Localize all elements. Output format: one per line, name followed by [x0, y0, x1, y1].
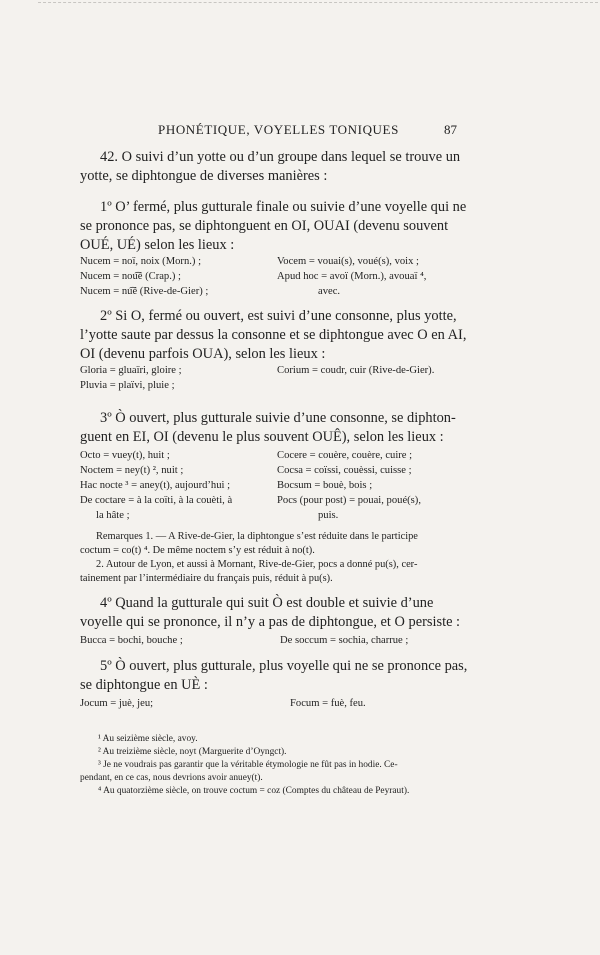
rule-1-line-2: se prononce pas, se diphtonguent en OI, OUAI (devenu souvent [80, 218, 449, 234]
remark-1-line-2: coctum = co(t) ⁴. De même noctem s’y est réduit à no(t). [80, 545, 315, 556]
example-right: Vocem = vouai(s), voué(s), voix ; [277, 256, 420, 267]
example-right: puis. [318, 510, 339, 521]
footnote-4: ⁴ Au quatorzième siècle, on trouve coctum = coz (Comptes du château de Peyraut). [98, 786, 410, 796]
running-header: PHONÉTIQUE, VOYELLES TONIQUES [158, 122, 399, 137]
example-left: Nucem = noï, noix (Morn.) ; [80, 256, 202, 267]
example-left: Pluvia = plaïvi, pluie ; [80, 380, 175, 391]
footnote-1: ¹ Au seizième siècle, avoy. [98, 734, 198, 744]
footnote-2: ² Au treizième siècle, noyt (Marguerite d’Oyngct). [98, 747, 287, 757]
example-right: Apud hoc = avoï (Morn.), avouaï ⁴, [277, 271, 427, 282]
example-right: Cocsa = coïssi, couèssi, cuisse ; [277, 465, 412, 476]
example-left: Hac nocte ³ = aney(t), aujourd’hui ; [80, 480, 231, 491]
page-top-edge [38, 2, 598, 3]
rule-3-line-2: guent en EI, OI (devenu le plus souvent OUÊ), selon les lieux : [80, 429, 444, 445]
example-left: Bucca = bochi, bouche ; [80, 635, 183, 646]
remark-2-line-2: tainement par l’intermédiaire du français puis, réduit à pu(s). [80, 573, 333, 584]
rule-5-line-1: 5º Ò ouvert, plus gutturale, plus voyelle qui ne se prononce pas, [100, 658, 468, 674]
footnote-3-line-2: pendant, en ce cas, nous devrions avoir anuey(t). [80, 773, 263, 783]
rule-2-line-2: l’yotte saute par dessus la consonne et se diphtongue avec O en AI, [80, 327, 467, 343]
example-left: la hâte ; [96, 510, 130, 521]
rule-3-line-1: 3º Ò ouvert, plus gutturale suivie d’une consonne, se diphton- [100, 410, 456, 426]
page-number: 87 [444, 122, 457, 137]
remark-2-line-1: 2. Autour de Lyon, et aussi à Mornant, Rive-de-Gier, pocs a donné pu(s), cer- [96, 559, 418, 570]
remark-1-line-1: Remarques 1. — A Rive-de-Gier, la diphtongue s’est réduite dans le participe [96, 531, 418, 542]
rule-4-line-1: 4º Quand la gutturale qui suit Ò est double et suivie d’une [100, 595, 434, 611]
rule-2-line-3: OI (devenu parfois OUA), selon les lieux : [80, 346, 326, 362]
rule-1-line-3: OUÉ, UÉ) selon les lieux : [80, 237, 235, 253]
rule-5-line-2: se diphtongue en UÈ : [80, 677, 208, 693]
example-left: De coctare = à la coïti, à la couèti, à [80, 495, 233, 506]
rule-4-line-2: voyelle qui se prononce, il n’y a pas de diphtongue, et O persiste : [80, 614, 461, 630]
example-right: Pocs (pour post) = pouai, poué(s), [277, 495, 421, 506]
rule-2-line-1: 2º Si O, fermé ou ouvert, est suivi d’une consonne, plus yotte, [100, 308, 457, 324]
example-right: Corium = coudr, cuir (Rive-de-Gier). [277, 365, 435, 376]
example-left: Gloria = gluaïri, gloire ; [80, 365, 182, 376]
rule-1-line-1: 1º O’ fermé, plus gutturale finale ou suivie d’une voyelle qui ne [100, 199, 467, 215]
example-left: Nucem = nou͡é (Crap.) ; [80, 271, 181, 282]
example-right: Bocsum = bouè, bois ; [277, 480, 373, 491]
section-42-line-1: 42. O suivi d’un yotte ou d’un groupe dans lequel se trouve un [100, 149, 461, 165]
example-right: avec. [318, 286, 341, 297]
example-right: Cocere = couère, couère, cuire ; [277, 450, 413, 461]
footnote-3-line-1: ³ Je ne voudrais pas garantir que la véritable étymologie ne fût pas in hodie. Ce- [98, 760, 398, 770]
example-right: Focum = fuè, feu. [290, 698, 366, 709]
example-right: De soccum = sochia, charrue ; [280, 635, 409, 646]
example-left: Noctem = ney(t) ², nuit ; [80, 465, 184, 476]
section-42-line-2: yotte, se diphtongue de diverses manières : [80, 168, 328, 184]
example-left: Jocum = juè, jeu; [80, 698, 154, 709]
example-left: Octo = vuey(t), huit ; [80, 450, 170, 461]
example-left: Nucem = nu͡é (Rive-de-Gier) ; [80, 286, 209, 297]
